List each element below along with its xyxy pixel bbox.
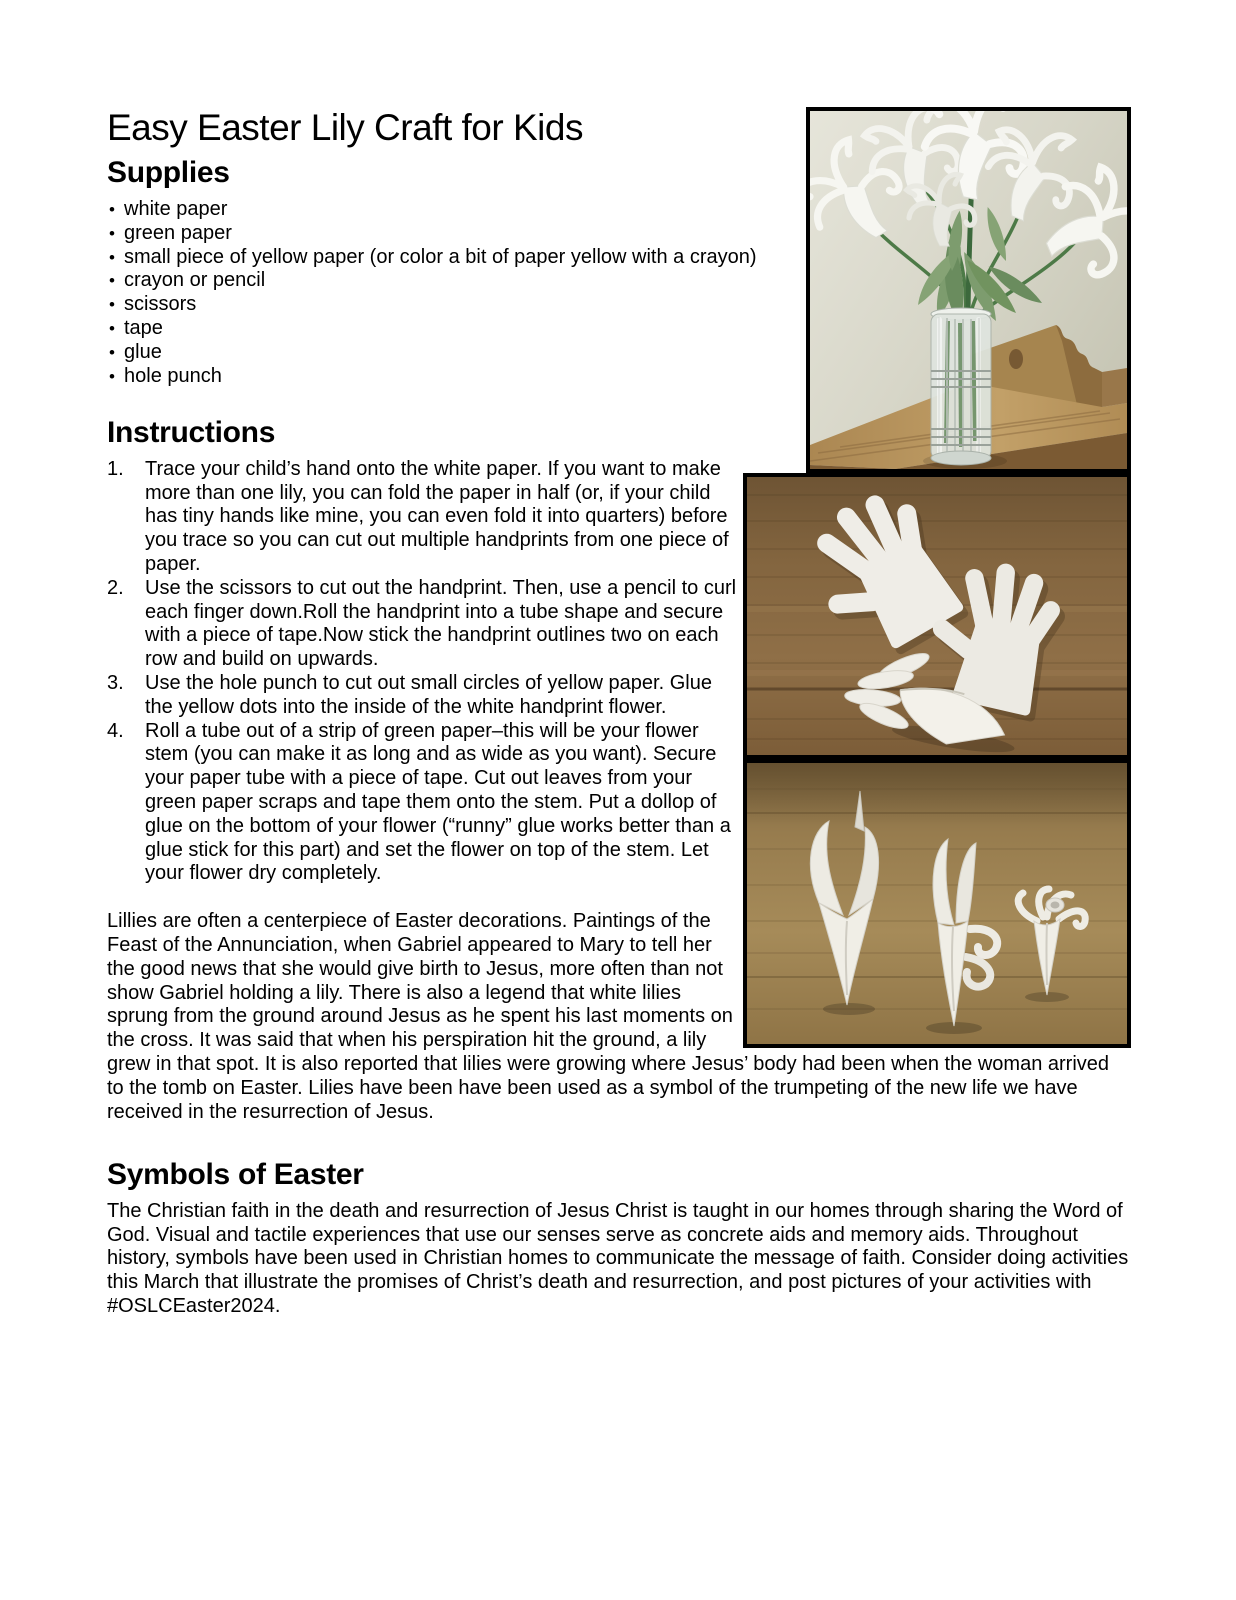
lore-paragraph: Lillies are often a centerpiece of Easter decorations. Paintings of the Feast of the Annunciation, when Gabriel appeared to Mary to tell her the good news that she would give birth to Jesus, more often than not show Gabriel holding a lily. There is also a legend that white lilies sprung from the ground around Jesus as he spent his last moments on the cross. It was said that when his perspiration hit the ground, a lily grew in that spot. It is also reported that lilies were growing where Jesus’ body had been when the woman arrived to the tomb on Easter. Lilies have been have been used as a symbol of the trumpeting of the new life we have received in the resurrection of Jesus. [107,910,1110,1123]
instructions-steps-list [107,458,1131,886]
supplies-heading: Supplies [107,156,230,190]
supply-item: • white paper [107,198,1131,222]
supply-item: • scissors [107,293,1131,317]
supply-item: • crayon or pencil [107,269,1131,293]
supply-item: • hole punch [107,365,1131,389]
instructions-heading: Instructions [107,416,276,450]
instruction-step: Roll a tube out of a strip of green paper–this will be your flower stem (you can make it as long and as wide as you want). Secure your paper tube with a piece of tape. Cut out leaves from your green paper scraps and tape them onto the stem. Put a dollop of glue on the bottom of your flower (“runny” glue works better than a glue stick for this part) and set the flower on top of the stem. Let your flower dry completely. [145,719,731,885]
supply-item: • tape [107,317,1131,341]
supplies-list [107,198,1131,388]
instruction-step: Use the scissors to cut out the handprint. Then, use a pencil to curl each finger down.Roll the handprint into a tube shape and secure with a piece of tape.Now stick the handprint outlines two on each row and build on upwards. [145,576,737,671]
instruction-step: Use the hole punch to cut out small circles of yellow paper. Glue the yellow dots into the inside of the white handprint flower. [145,671,712,718]
page-title: Easy Easter Lily Craft for Kids [107,107,583,148]
symbols-paragraph: The Christian faith in the death and resurrection of Jesus Christ is taught in our homes through sharing the Word of God. Visual and tactile experiences that use our senses serve as concrete aids and memory aids. Throughout history, symbols have been used in Christian homes to communicate the message of faith. Consider doing activities this March that illustrate the promises of Christ’s death and resurrection, and post pictures of your activities with #OSLCEaster2024. [107,1199,1129,1318]
supply-item: • small piece of yellow paper (or color a bit of paper yellow with a crayon) [107,246,1131,270]
supply-item: • green paper [107,222,1131,246]
symbols-heading: Symbols of Easter [107,1158,364,1192]
supply-item: • glue [107,341,1131,365]
instruction-step: Trace your child’s hand onto the white paper. If you want to make more than one lily, you can fold the paper in half (or, if your child has tiny hands like mine, you can even fold it into quarters) before you trace so you can cut out multiple handprints from one piece of paper. [145,457,729,575]
